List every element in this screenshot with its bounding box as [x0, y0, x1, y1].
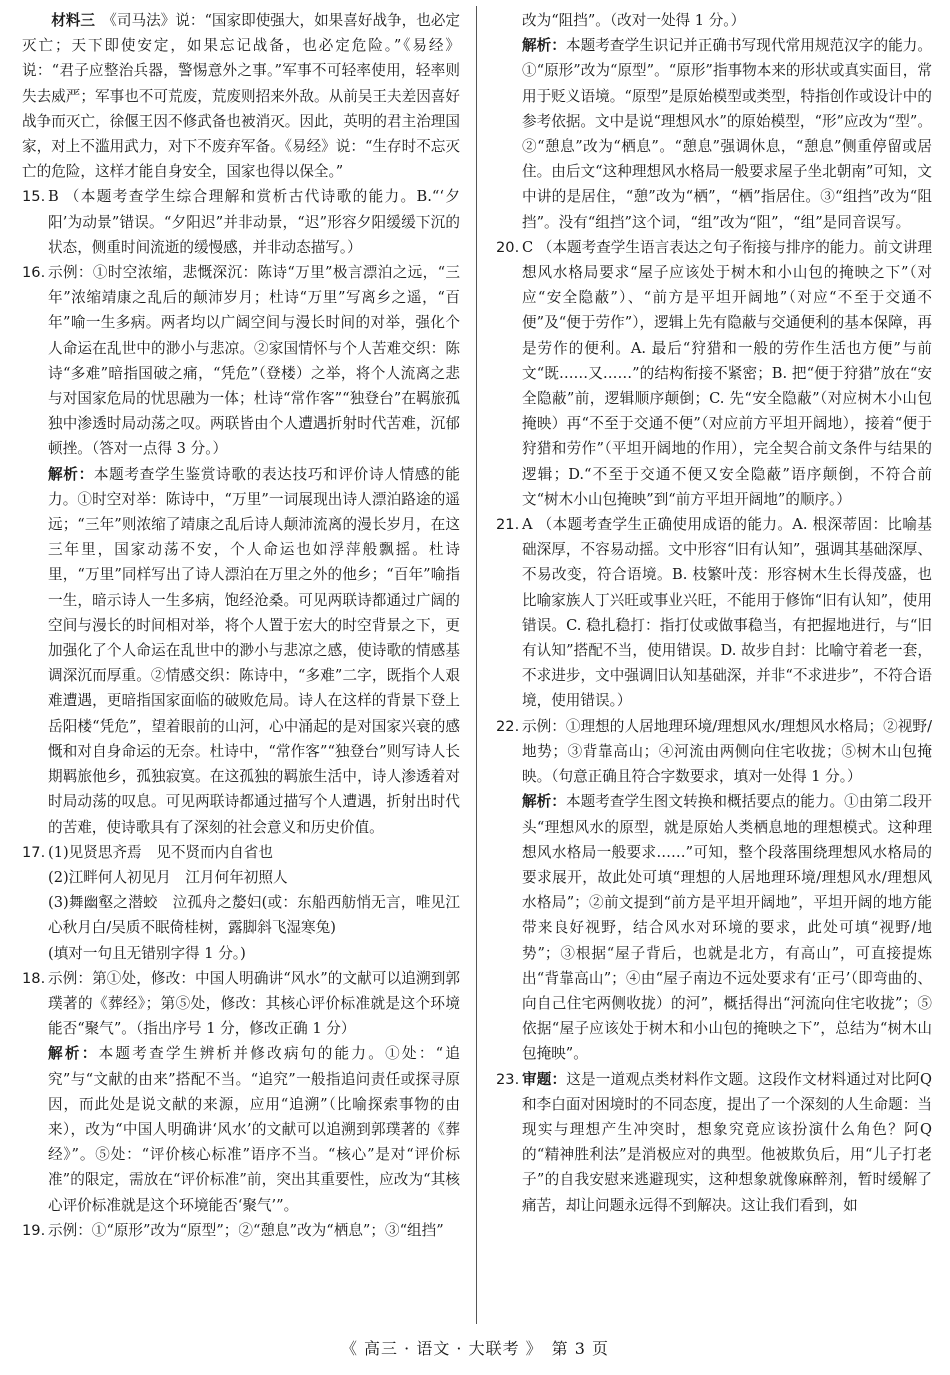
- right-column: [496, 8, 932, 1218]
- answer-17-item-3: (3)舞幽壑之潜蛟 泣孤舟之嫠妇(或：东船西舫悄无言，唯见江心秋月白/吴质不眠倚桂树，露脚斜飞湿寒兔): [48, 894, 460, 937]
- analysis-label: 解析：: [522, 793, 566, 811]
- answer-16-analysis: [48, 462, 460, 840]
- material-3: [22, 8, 460, 184]
- column-divider: [476, 6, 477, 1324]
- answer-19-analysis: [522, 33, 932, 235]
- answer-16: [22, 260, 460, 840]
- analysis-label: 解析：: [48, 465, 94, 483]
- answer-15-text: B （本题考查学生综合理解和赏析古代诗歌的能力。B.“‘夕阳’为动景”错误。“夕阳迟”并非动景，“迟”形容夕阳缓缓下沉的状态，侧重时间流逝的缓慢感，并非动态描写。）: [48, 188, 460, 256]
- analysis-text: 本题考查学生识记并正确书写现代常用规范汉字的能力。①“原形”改为“原型”。“原形”指事物本来的形状或真实面目，常用于贬义语境。“原型”是原始模型或类型，特指创作或设计中的参考依据。文中是说“理想风水”的原始模型，“形”应改为“型”。②“憩息”改为“栖息”。“憩息”强调休息，“憩息”侧重停留或居住。由后文“这种理想风水格局一般要求屋子坐北朝南”可知，文中讲的是居住，“憩”改为“栖”，“栖”指居住。③“组挡”改为“阻挡”。没有“组挡”这个词，“组”改为“阻”，“组”是同音误写。: [522, 37, 932, 231]
- answer-22: [496, 714, 932, 1067]
- left-column: [22, 8, 460, 1243]
- answer-17-item-1: (1)见贤思齐焉 见不贤而内自省也: [48, 843, 273, 861]
- answer-20-number: 20.: [496, 238, 520, 256]
- answer-20-text: C （本题考查学生语言表达之句子衔接与排序的能力。前文讲理想风水格局要求“屋子应该处于树木和小山包的掩映之下”（对应“安全隐蔽”）、“前方是平坦开阔地”（对应“不至于交通不便”及“便于劳作”），逻辑上先有隐蔽与交通便利的基本保障，再是劳作的便利。A. 最后“狩猎和一般的劳作生活也方便”与前文“既……又……”的结构衔接不紧密；B. 把“便于狩猎”放在“安全隐蔽”前，逻辑顺序颠倒；C. 先“安全隐蔽”（对应树木小山包掩映）再“不至于交通不便”（对应前方平坦开阔地），接着“便于狩猎和劳作”（平坦开阔地的作用），完全契合前文条件与结果的逻辑；D.“不至于交通不便又安全隐蔽”语序颠倒，不符合前文“树木小山包掩映”到“前方平坦开阔地”的顺序。）: [522, 238, 932, 508]
- page-footer: 《 高三 · 语文 · 大联考 》 第 3 页: [340, 1339, 610, 1358]
- answer-18: [22, 966, 460, 1218]
- answer-20: [496, 235, 932, 512]
- answer-15-number: 15.: [22, 188, 46, 206]
- answer-19-continued: [496, 8, 932, 235]
- answer-17: [22, 840, 460, 966]
- answer-21-text: A （本题考查学生正确使用成语的能力。A. 根深蒂固：比喻基础深厚，不容易动摇。文中形容“旧有认知”，强调其基础深厚、不易改变，符合语境。B. 枝繁叶茂：形容树木生长得茂盛，也比喻家族人丁兴旺或事业兴旺，不能用于修饰“旧有认知”，使用错误。C. 稳扎稳打：指打仗或做事稳当，有把握地进行，与“旧有认知”搭配不当，使用错误。D. 故步自封：比喻守着老一套，不求进步，文中强调旧认知基础深，并非“不求进步”，不符合语境，使用错误。）: [522, 516, 932, 710]
- answer-16-number: 16.: [22, 264, 46, 282]
- answer-18-answer: 示例：第①处，修改：中国人明确讲“风水”的文献可以追溯到郭璞著的《葬经》；第⑤处，修改：其核心评价标准就是这个环境能否“聚气”。（指出序号 1 分，修改正确 1 分）: [48, 969, 460, 1038]
- answer-21-number: 21.: [496, 516, 520, 534]
- analysis-text: 本题考查学生图文转换和概括要点的能力。①由第二段开头“理想风水的原型，就是原始人类栖息地的理想模式。这种理想风水格局一般要求……”可知，整个段落围绕理想风水格局的要求展开，故此处可填“理想的人居地理环境/理想风水/理想风水格局”；②前文提到“前方是平坦开阔地”，平坦开阔的地方能带来良好视野，结合风水对环境的要求，此处可填“视野/地势”；③根据“屋子背后，也就是北方，有高山”，可直接提炼出“背靠高山”；④由“屋子南边不远处要求有‘正弓’（即弯曲的、向自己住宅两侧收拢）的河”，概括得出“河流向住宅收拢”；⑤依据“屋子应该处于树木和小山包的掩映之下”，总结为“树木山包掩映”。: [522, 793, 932, 1063]
- answer-23: [496, 1067, 932, 1218]
- answer-23-text: 这是一道观点类材料作文题。这段作文材料通过对比阿Q和李白面对困境时的不同态度，提出了一个深刻的人生命题：当现实与理想产生冲突时，想象究竟应该扮演什么角色？阿Q的“精神胜利法”是消极应对的典型。他被欺负后，用“儿子打老子”的自我安慰来逃避现实，这种想象就像麻醉剂，暂时缓解了痛苦，却让问题永远得不到解决。这让我们看到，如: [522, 1070, 932, 1214]
- answer-19-cont-text: 改为“阻挡”。（改对一处得 1 分。）: [522, 12, 746, 29]
- answer-23-number: 23.: [496, 1070, 520, 1088]
- analysis-text: 本题考查学生辨析并修改病句的能力。①处：“追究”与“文献的由来”搭配不当。“追究”一般指追问责任或探寻原因，而此处是说文献的来源，应用“追溯”（比喻探索事物的由来），改为“中国人明确讲‘风水’的文献可以追溯到郭璞著的《葬经》”。⑤处：“评价核心标准”语序不当。“核心”是对“评价标准”的限定，需放在“评价标准”前，突出其重要性，应改为“其核心评价标准就是这个环境能否‘聚气’”。: [48, 1045, 460, 1214]
- answer-19-number: 19.: [22, 1221, 46, 1239]
- analysis-label: 解析：: [522, 37, 566, 55]
- answer-17-number: 17.: [22, 843, 46, 861]
- answer-19-text: 示例：①“原形”改为“原型”；②“憩息”改为“栖息”；③“组挡”: [48, 1221, 444, 1239]
- material-3-label: 材料三: [51, 12, 95, 29]
- answer-16-answer: 示例：①时空浓缩，悲慨深沉：陈诗“万里”极言漂泊之远，“三年”浓缩靖康之乱后的颠沛岁月；杜诗“万里”写离乡之遥，“百年”喻一生多病。两者均以广阔空间与漫长时间的对举，强化个人命运在乱世中的渺小与悲凉。②家国情怀与个人苦难交织：陈诗“多难”暗指国破之痛，“凭危”（登楼）之举，将个人流离之悲与对国家危局的忧思融为一体；杜诗“常作客”“独登台”在羁旅孤独中渗透时局动荡之叹。两联皆由个人遭遇折射时代苦难，沉郁顿挫。（答对一点得 3 分。）: [48, 264, 460, 458]
- review-label: 审题：: [522, 1070, 567, 1088]
- answer-17-item-2: (2)江畔何人初见月 江月何年初照人: [48, 868, 288, 886]
- answer-22-analysis: [522, 789, 932, 1066]
- answer-18-analysis: [48, 1041, 460, 1217]
- material-3-text: 《司马法》说：“国家即使强大，如果喜好战争，也必定灭亡；天下即使安定，如果忘记战备，也必定危险。”《易经》说：“君子应整治兵器，警惕意外之事。”军事不可轻率使用，轻率则失去威严；军事也不可荒废，荒废则招来外敌。从前吴王夫差因喜好战争而灭亡，徐偃王因不修武备也被消灭。因此，英明的君主治理国家，对上不滥用武力，对下不废弃军备。《易经》说：“生存时不忘灭亡的危险，这样才能自身安全，国家也得以保全。”: [22, 12, 461, 181]
- answer-15: [22, 184, 460, 260]
- answer-22-answer: 示例：①理想的人居地理环境/理想风水/理想风水格局；②视野/地势；③背靠高山；④河流由两侧向住宅收拢；⑤树木山包掩映。（句意正确且符合字数要求，填对一处得 1 分。）: [522, 717, 932, 786]
- answer-21: [496, 512, 932, 714]
- answer-18-number: 18.: [22, 969, 46, 987]
- answer-19-start: [22, 1218, 460, 1243]
- analysis-label: 解析：: [48, 1045, 99, 1063]
- analysis-text: 本题考查学生鉴赏诗歌的表达技巧和评价诗人情感的能力。①时空对举：陈诗中，“万里”一词展现出诗人漂泊路途的遥远；“三年”则浓缩了靖康之乱后诗人颠沛流离的漫长岁月，在这三年里，国家动荡不安，个人命运也如浮萍般飘摇。杜诗里，“万里”同样写出了诗人漂泊在万里之外的他乡；“百年”喻指一生，暗示诗人一生多病，饱经沧桑。可见两联诗都通过广阔的空间与漫长的时间相对举，将个人置于宏大的时空背景之下，更加强化了个人命运在乱世中的渺小与悲凉之感，使诗歌的情感基调深沉而厚重。②情感交织：陈诗中，“多难”二字，既指个人艰难遭遇，更暗指国家面临的破败危局。诗人在这样的背景下登上岳阳楼“凭危”，望着眼前的山河，心中涌起的是对国家兴衰的感慨和对自身命运的无奈。杜诗中，“常作客”“独登台”则写诗人长期羁旅他乡，孤独寂寞。在这孤独的羁旅生活中，诗人渗透着对时局动荡的叹息。可见两联诗都通过描写个人遭遇，折射出时代的苦难，使诗歌具有了深刻的社会意义和历史价值。: [48, 465, 460, 836]
- answer-22-number: 22.: [496, 717, 520, 735]
- answer-17-note: (填对一句且无错别字得 1 分。): [48, 944, 246, 962]
